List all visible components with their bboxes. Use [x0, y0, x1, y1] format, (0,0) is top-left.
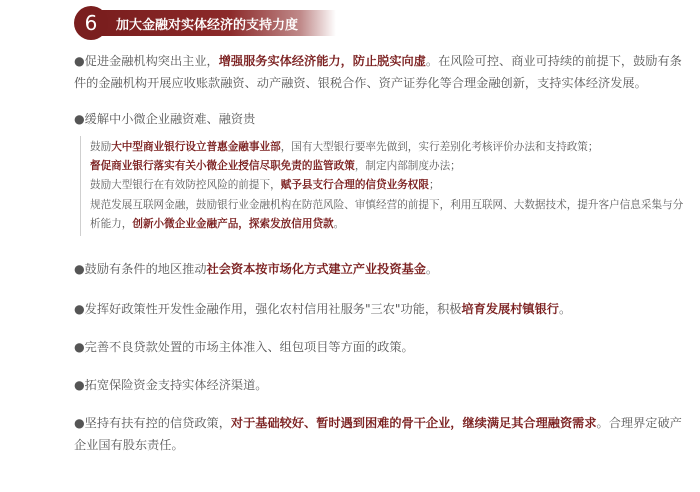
paragraph-7	[74, 412, 684, 456]
highlight-text: 创新小微企业金融产品，探索发放信用贷款	[132, 217, 334, 230]
quote-line	[90, 157, 684, 176]
quote-line	[90, 196, 684, 234]
paragraph-text: ●发挥好政策性开发性金融作用，强化农村信用社服务"三农"功能，积极	[74, 302, 462, 317]
paragraph-text: 。	[558, 302, 572, 317]
paragraph-text: 。在风险可控、商业可持续的前提下，鼓励有条件的金融机构开展应收账款融资、动产融资、银税合作、资产证券化等合理金融创新，支持实体经济发展。	[74, 54, 682, 90]
quote-line	[90, 138, 684, 157]
paragraph-3	[74, 258, 684, 280]
highlight-text: 赋予县支行合理的信贷业务权限	[280, 179, 429, 192]
quote-text: 鼓励大型银行在有效防控风险的前提下，	[90, 179, 281, 192]
quote-text: ，国有大型银行要率先做到，实行差别化考核评价办法和支持政策；	[280, 141, 599, 153]
paragraph-4	[74, 298, 684, 320]
paragraph-text: ●完善不良贷款处置的市场主体准入、组包项目等方面的政策。	[74, 340, 414, 355]
paragraph-text: 。合理界定破产企业国有股东责任。	[74, 416, 682, 453]
quote-block	[80, 136, 684, 236]
paragraph-6	[74, 374, 684, 396]
highlight-text: 大中型商业银行设立普惠金融事业部	[111, 141, 281, 153]
paragraph-2-heading: ●缓解中小微企业融资难、融资贵	[74, 112, 256, 126]
highlight-text: 督促商业银行落实有关小微企业授信尽职免责的监管政策	[90, 160, 355, 173]
paragraph-text: ●鼓励有条件的地区推动	[74, 262, 207, 277]
highlight-text: 对于基础较好、暂时遇到困难的骨干企业，继续满足其合理融资需求	[230, 416, 597, 431]
quote-text: 。	[333, 217, 345, 230]
paragraph-text: ●拓宽保险资金支持实体经济渠道。	[74, 378, 268, 393]
highlight-text: 增强服务实体经济能力，防止脱实向虚	[218, 54, 426, 68]
highlight-text: 培育发展村镇银行	[461, 302, 559, 317]
section-number-badge: 6	[74, 6, 108, 40]
paragraph-text: ●促进金融机构突出主业，	[74, 54, 219, 68]
paragraph-5	[74, 336, 684, 358]
quote-line	[90, 176, 684, 195]
paragraph-text: ●坚持有扶有控的信贷政策，	[74, 416, 231, 431]
section-header	[74, 6, 336, 40]
quote-text: 规范发展互联网金融，鼓励银行业金融机构在防范风险、审慎经营的前提下，利用互联网、大数据技术，提升客户信息采集与分析能力，	[90, 198, 684, 230]
quote-text: ，制定内部制度办法；	[354, 160, 461, 173]
highlight-text: 社会资本按市场化方式建立产业投资基金	[206, 262, 426, 277]
quote-text: ；	[429, 179, 440, 192]
section-title: 加大金融对实体经济的支持力度	[100, 10, 336, 36]
paragraph-text: 。	[425, 262, 439, 277]
article-body	[74, 50, 684, 456]
paragraph-1	[74, 50, 684, 94]
quote-text: 鼓励	[90, 141, 112, 153]
